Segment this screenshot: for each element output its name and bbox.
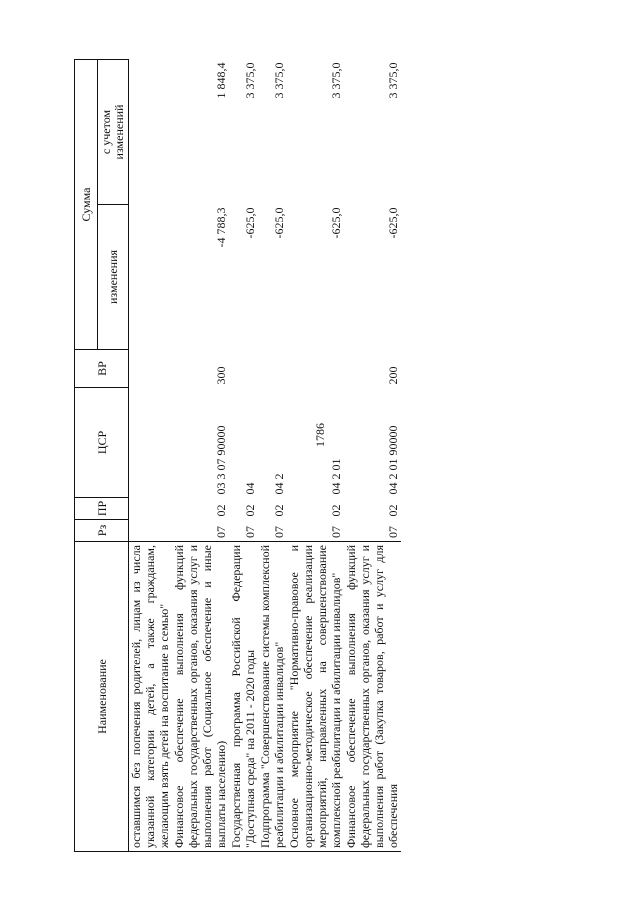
row-total: 3 375,0: [329, 62, 343, 99]
row-vr: [258, 350, 287, 388]
row-rz: 07: [272, 526, 286, 538]
row-name: Основное мероприятие "Нормативно-правовое и организационно-методическое обеспечение реализации мероприятий, направленных на совершенствование комплексной реабилитации и абилитации инвалидов": [287, 542, 344, 852]
table-row: [258, 59, 287, 851]
row-vr: [229, 350, 258, 388]
rotated-page-content: [74, 60, 610, 852]
row-csr: 04: [243, 482, 257, 495]
row-rz: [129, 520, 173, 542]
row-pr: 02: [272, 504, 286, 517]
header-pr: ПР: [75, 498, 129, 520]
row-total: 3 375,0: [386, 62, 400, 99]
row-change: -625,0: [329, 207, 343, 239]
row-pr: 02: [329, 504, 343, 517]
row-total: 3 375,0: [243, 62, 257, 99]
row-name: Подпрограмма "Совершенствование системы комплексной реабилитации и абилитации инвалидов": [258, 542, 287, 852]
row-pr: 02: [386, 504, 400, 517]
row-csr: 03 3 07 90000: [214, 425, 228, 495]
row-name: оставшимся без попечения родителей, лицам из числа указанной категории детей, а также гражданам, желающим взять детей на воспитание в семью": [129, 542, 173, 852]
row-total: 3 375,0: [272, 62, 286, 99]
row-change: -625,0: [272, 207, 286, 239]
row-csr: 04 2 01 90000: [386, 425, 400, 495]
row-change: -625,0: [386, 207, 400, 239]
page-number: 1786: [313, 423, 327, 447]
row-vr: 200: [386, 366, 400, 385]
table-row: [172, 59, 229, 851]
row-change: [129, 205, 173, 350]
table-row: [287, 59, 344, 851]
header-total-line1: с учетом: [99, 109, 113, 155]
row-pr: 02: [214, 504, 228, 517]
header-total: [98, 59, 129, 204]
row-rz: 07: [386, 526, 400, 538]
row-csr: 04 2: [272, 473, 286, 495]
header-csr: ЦСР: [75, 388, 129, 498]
row-rz: 07: [214, 526, 228, 538]
row-pr: [129, 498, 173, 520]
row-vr: [287, 350, 344, 388]
header-total-line2: изменений: [112, 104, 126, 160]
row-rz: 07: [329, 526, 343, 538]
table-row: [344, 59, 401, 851]
row-vr: [129, 350, 173, 388]
row-change: -4 788,3: [214, 207, 228, 248]
budget-table: [74, 59, 401, 852]
row-total: [129, 59, 173, 204]
row-csr: [129, 388, 173, 498]
row-name: Финансовое обеспечение выполнения функций федеральных государственных органов, оказания услуг и выполнения работ (Социальное обеспечение и иные выплаты населению): [172, 542, 229, 852]
row-vr: 300: [214, 366, 228, 385]
table-row: [229, 59, 258, 851]
header-rz: Рз: [75, 520, 129, 542]
row-pr: 02: [243, 504, 257, 517]
row-rz: 07: [243, 526, 257, 538]
header-summa: Сумма: [75, 59, 98, 349]
header-vr: ВР: [75, 350, 129, 388]
row-csr: 04 2 01: [329, 458, 343, 495]
table-row: [129, 59, 173, 851]
row-total: 1 848,4: [214, 62, 228, 99]
header-name: Наименование: [75, 542, 129, 852]
header-change: изменения: [98, 205, 129, 350]
row-name: Государственная программа Российской Федерации "Доступная среда" на 2011 - 2020 годы: [229, 542, 258, 852]
row-name: Финансовое обеспечение выполнения функций федеральных государственных органов, оказания услуг и выполнения работ (Закупка товаров, работ и услуг для обеспечения: [344, 542, 401, 852]
row-change: -625,0: [243, 207, 257, 239]
